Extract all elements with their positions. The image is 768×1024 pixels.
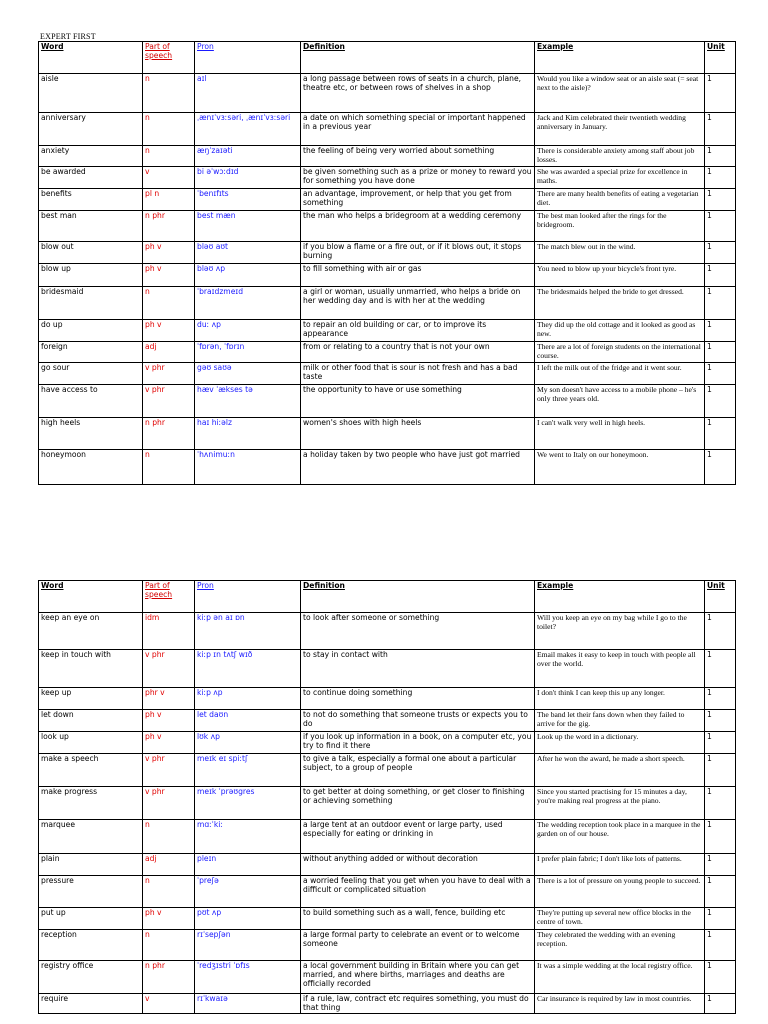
cell-word: make progress xyxy=(39,787,143,820)
cell-pron: kiːp ən aɪ ɒn xyxy=(195,613,301,650)
cell-definition: to build something such as a wall, fence, building etc xyxy=(301,908,535,930)
cell-definition: a large tent at an outdoor event or large party, used especially for eating or drinking in xyxy=(301,820,535,854)
table-row xyxy=(39,820,736,854)
cell-word: anniversary xyxy=(39,113,143,146)
cell-word: foreign xyxy=(39,342,143,363)
cell-unit: 1 xyxy=(705,930,736,961)
cell-definition: if you look up information in a book, on a computer etc, you try to find it there xyxy=(301,732,535,754)
cell-word: keep in touch with xyxy=(39,650,143,688)
cell-word: anxiety xyxy=(39,146,143,167)
cell-definition: a holiday taken by two people who have just got married xyxy=(301,450,535,485)
cell-pron: rɪˈsepʃən xyxy=(195,930,301,961)
cell-pron: haɪ hiːəlz xyxy=(195,418,301,450)
cell-definition: if a rule, law, contract etc requires something, you must do that thing xyxy=(301,994,535,1014)
cell-pron: ˈfɒrən, ˈfɒrɪn xyxy=(195,342,301,363)
cell-pron: bləʊ ʌp xyxy=(195,264,301,287)
cell-part-of-speech: n phr xyxy=(143,961,195,994)
cell-example: Jack and Kim celebrated their twentieth wedding anniversary in January. xyxy=(535,113,705,146)
column-header-pron: Pron xyxy=(195,42,301,74)
cell-example: They celebrated the wedding with an evening reception. xyxy=(535,930,705,961)
cell-word: put up xyxy=(39,908,143,930)
cell-unit: 1 xyxy=(705,688,736,710)
cell-unit: 1 xyxy=(705,732,736,754)
table-row xyxy=(39,385,736,418)
cell-unit: 1 xyxy=(705,264,736,287)
cell-unit: 1 xyxy=(705,211,736,242)
cell-part-of-speech: v phr xyxy=(143,363,195,385)
table-row xyxy=(39,876,736,908)
table-row xyxy=(39,961,736,994)
cell-unit: 1 xyxy=(705,385,736,418)
cell-pron: pleɪn xyxy=(195,854,301,876)
cell-word: make a speech xyxy=(39,754,143,787)
cell-word: plain xyxy=(39,854,143,876)
cell-part-of-speech: n xyxy=(143,146,195,167)
cell-pron: kiːp ɪn tʌtʃ wɪð xyxy=(195,650,301,688)
cell-example: It was a simple wedding at the local registry office. xyxy=(535,961,705,994)
cell-pron: ˈhʌnimuːn xyxy=(195,450,301,485)
cell-part-of-speech: adj xyxy=(143,342,195,363)
cell-part-of-speech: n xyxy=(143,287,195,320)
cell-part-of-speech: n xyxy=(143,74,195,113)
cell-word: blow out xyxy=(39,242,143,264)
cell-example: She was awarded a special prize for excellence in maths. xyxy=(535,167,705,189)
column-header-definition: Definition xyxy=(301,581,535,613)
cell-word: benefits xyxy=(39,189,143,211)
cell-part-of-speech: n phr xyxy=(143,211,195,242)
table-row xyxy=(39,363,736,385)
cell-word: be awarded xyxy=(39,167,143,189)
cell-pron: kiːp ʌp xyxy=(195,688,301,710)
cell-unit: 1 xyxy=(705,650,736,688)
cell-definition: to not do something that someone trusts or expects you to do xyxy=(301,710,535,732)
cell-pron: meɪk eɪ spiːtʃ xyxy=(195,754,301,787)
cell-definition: milk or other food that is sour is not fresh and has a bad taste xyxy=(301,363,535,385)
cell-pron: rɪˈkwaɪə xyxy=(195,994,301,1014)
cell-definition: without anything added or without decoration xyxy=(301,854,535,876)
column-header-example: Example xyxy=(535,581,705,613)
cell-unit: 1 xyxy=(705,820,736,854)
cell-example: There is a lot of pressure on young people to succeed. xyxy=(535,876,705,908)
cell-example: There is considerable anxiety among staff about job losses. xyxy=(535,146,705,167)
cell-pron: bləʊ aʊt xyxy=(195,242,301,264)
table-row xyxy=(39,74,736,113)
cell-example: We went to Italy on our honeymoon. xyxy=(535,450,705,485)
cell-definition: women's shoes with high heels xyxy=(301,418,535,450)
cell-word: marquee xyxy=(39,820,143,854)
cell-part-of-speech: v phr xyxy=(143,787,195,820)
cell-part-of-speech: ph v xyxy=(143,320,195,342)
vocabulary-table-1 xyxy=(38,41,736,485)
cell-definition: a local government building in Britain where you can get married, and where births, marriages and deaths are officially recorded xyxy=(301,961,535,994)
cell-pron: aɪl xyxy=(195,74,301,113)
cell-word: best man xyxy=(39,211,143,242)
cell-unit: 1 xyxy=(705,994,736,1014)
cell-pron: ˈredʒɪstri ˈɒfɪs xyxy=(195,961,301,994)
cell-word: let down xyxy=(39,710,143,732)
cell-example: The band let their fans down when they failed to arrive for the gig. xyxy=(535,710,705,732)
cell-unit: 1 xyxy=(705,854,736,876)
table-row xyxy=(39,650,736,688)
cell-word: go sour xyxy=(39,363,143,385)
table-row xyxy=(39,854,736,876)
cell-example: I don't think I can keep this up any longer. xyxy=(535,688,705,710)
cell-example: You need to blow up your bicycle's front tyre. xyxy=(535,264,705,287)
cell-definition: to give a talk, especially a formal one about a particular subject, to a group of people xyxy=(301,754,535,787)
cell-unit: 1 xyxy=(705,74,736,113)
cell-unit: 1 xyxy=(705,450,736,485)
cell-example: I can't walk very well in high heels. xyxy=(535,418,705,450)
cell-pron: ˌænɪˈvɜːsəri, ˌænɪˈvɜːsəri xyxy=(195,113,301,146)
cell-definition: the man who helps a bridegroom at a wedding ceremony xyxy=(301,211,535,242)
cell-unit: 1 xyxy=(705,418,736,450)
cell-unit: 1 xyxy=(705,908,736,930)
cell-unit: 1 xyxy=(705,113,736,146)
cell-part-of-speech: n xyxy=(143,930,195,961)
cell-example: Will you keep an eye on my bag while I go to the toilet? xyxy=(535,613,705,650)
cell-unit: 1 xyxy=(705,363,736,385)
table-header-row xyxy=(39,42,736,74)
cell-example: Email makes it easy to keep in touch with people all over the world. xyxy=(535,650,705,688)
cell-word: blow up xyxy=(39,264,143,287)
cell-part-of-speech: pl n xyxy=(143,189,195,211)
cell-definition: a date on which something special or important happened in a previous year xyxy=(301,113,535,146)
cell-pron: bi əˈwɔːdɪd xyxy=(195,167,301,189)
cell-part-of-speech: v phr xyxy=(143,754,195,787)
table-row xyxy=(39,613,736,650)
cell-definition: an advantage, improvement, or help that you get from something xyxy=(301,189,535,211)
table-row xyxy=(39,264,736,287)
cell-part-of-speech: ph v xyxy=(143,264,195,287)
cell-definition: to fill something with air or gas xyxy=(301,264,535,287)
table-row xyxy=(39,242,736,264)
column-header-example: Example xyxy=(535,42,705,74)
cell-pron: ˈbenɪfɪts xyxy=(195,189,301,211)
cell-example: Car insurance is required by law in most countries. xyxy=(535,994,705,1014)
cell-example: The best man looked after the rings for the bridegroom. xyxy=(535,211,705,242)
cell-word: require xyxy=(39,994,143,1014)
table-row xyxy=(39,908,736,930)
cell-example: Look up the word in a dictionary. xyxy=(535,732,705,754)
cell-part-of-speech: v xyxy=(143,994,195,1014)
cell-part-of-speech: v xyxy=(143,167,195,189)
cell-example: After he won the award, he made a short speech. xyxy=(535,754,705,787)
cell-word: registry office xyxy=(39,961,143,994)
column-header-pron: Pron xyxy=(195,581,301,613)
cell-word: reception xyxy=(39,930,143,961)
cell-definition: to get better at doing something, or get closer to finishing or achieving something xyxy=(301,787,535,820)
cell-pron: ˈbraɪdzmeɪd xyxy=(195,287,301,320)
column-header-word: Word xyxy=(39,42,143,74)
table-row xyxy=(39,418,736,450)
cell-part-of-speech: n phr xyxy=(143,418,195,450)
table-row xyxy=(39,320,736,342)
cell-word: have access to xyxy=(39,385,143,418)
column-header-part-of-speech: Part of speech xyxy=(143,581,195,613)
cell-definition: a large formal party to celebrate an event or to welcome someone xyxy=(301,930,535,961)
cell-definition: from or relating to a country that is not your own xyxy=(301,342,535,363)
cell-word: keep an eye on xyxy=(39,613,143,650)
cell-word: high heels xyxy=(39,418,143,450)
cell-part-of-speech: v phr xyxy=(143,650,195,688)
column-header-unit: Unit xyxy=(705,42,736,74)
cell-unit: 1 xyxy=(705,961,736,994)
cell-part-of-speech: n xyxy=(143,876,195,908)
table-header-row xyxy=(39,581,736,613)
cell-unit: 1 xyxy=(705,320,736,342)
cell-word: look up xyxy=(39,732,143,754)
cell-definition: if you blow a flame or a fire out, or if it blows out, it stops burning xyxy=(301,242,535,264)
cell-example: There are many health benefits of eating a vegetarian diet. xyxy=(535,189,705,211)
table-row xyxy=(39,189,736,211)
cell-definition: to continue doing something xyxy=(301,688,535,710)
cell-unit: 1 xyxy=(705,876,736,908)
cell-definition: a worried feeling that you get when you have to deal with a difficult or complicated situation xyxy=(301,876,535,908)
cell-pron: gəʊ saʊə xyxy=(195,363,301,385)
cell-definition: to repair an old building or car, or to improve its appearance xyxy=(301,320,535,342)
column-header-definition: Definition xyxy=(301,42,535,74)
cell-part-of-speech: idm xyxy=(143,613,195,650)
cell-example: Would you like a window seat or an aisle seat (= seat next to the aisle)? xyxy=(535,74,705,113)
cell-definition: a long passage between rows of seats in a church, plane, theatre etc, or between rows of shelves in a shop xyxy=(301,74,535,113)
table-row xyxy=(39,342,736,363)
cell-example: They did up the old cottage and it looked as good as new. xyxy=(535,320,705,342)
cell-unit: 1 xyxy=(705,242,736,264)
column-header-word: Word xyxy=(39,581,143,613)
cell-part-of-speech: ph v xyxy=(143,710,195,732)
cell-pron: mɑːˈkiː xyxy=(195,820,301,854)
cell-example: I prefer plain fabric; I don't like lots of patterns. xyxy=(535,854,705,876)
cell-example: The wedding reception took place in a marquee in the garden on of our house. xyxy=(535,820,705,854)
cell-pron: hæv ˈækses tə xyxy=(195,385,301,418)
cell-unit: 1 xyxy=(705,710,736,732)
cell-part-of-speech: phr v xyxy=(143,688,195,710)
cell-word: do up xyxy=(39,320,143,342)
cell-part-of-speech: v phr xyxy=(143,385,195,418)
cell-example: There are a lot of foreign students on the international course. xyxy=(535,342,705,363)
table-row xyxy=(39,710,736,732)
cell-part-of-speech: n xyxy=(143,113,195,146)
cell-unit: 1 xyxy=(705,613,736,650)
vocabulary-table-2 xyxy=(38,580,736,1014)
cell-definition: to stay in contact with xyxy=(301,650,535,688)
cell-example: The bridesmaids helped the bride to get dressed. xyxy=(535,287,705,320)
cell-example: My son doesn't have access to a mobile phone – he's only three years old. xyxy=(535,385,705,418)
cell-pron: meɪk ˈprəʊgres xyxy=(195,787,301,820)
cell-word: aisle xyxy=(39,74,143,113)
cell-example: They're putting up several new office blocks in the centre of town. xyxy=(535,908,705,930)
cell-unit: 1 xyxy=(705,287,736,320)
cell-unit: 1 xyxy=(705,167,736,189)
cell-definition: a girl or woman, usually unmarried, who helps a bride on her wedding day and is with her at the wedding xyxy=(301,287,535,320)
table-row xyxy=(39,146,736,167)
table-row xyxy=(39,167,736,189)
cell-part-of-speech: ph v xyxy=(143,908,195,930)
cell-example: The match blew out in the wind. xyxy=(535,242,705,264)
cell-part-of-speech: n xyxy=(143,820,195,854)
document-header: EXPERT FIRST xyxy=(40,32,96,41)
cell-word: bridesmaid xyxy=(39,287,143,320)
table-row xyxy=(39,287,736,320)
table-row xyxy=(39,113,736,146)
column-header-unit: Unit xyxy=(705,581,736,613)
cell-definition: to look after someone or something xyxy=(301,613,535,650)
cell-pron: lʊk ʌp xyxy=(195,732,301,754)
cell-word: keep up xyxy=(39,688,143,710)
table-row xyxy=(39,211,736,242)
table-row xyxy=(39,688,736,710)
cell-part-of-speech: adj xyxy=(143,854,195,876)
cell-example: I left the milk out of the fridge and it went sour. xyxy=(535,363,705,385)
cell-unit: 1 xyxy=(705,342,736,363)
cell-unit: 1 xyxy=(705,189,736,211)
cell-pron: pʊt ʌp xyxy=(195,908,301,930)
cell-definition: the opportunity to have or use something xyxy=(301,385,535,418)
table-row xyxy=(39,994,736,1014)
table-row xyxy=(39,787,736,820)
table-row xyxy=(39,930,736,961)
cell-pron: æŋˈzaɪəti xyxy=(195,146,301,167)
table-row xyxy=(39,754,736,787)
cell-word: pressure xyxy=(39,876,143,908)
cell-pron: let daʊn xyxy=(195,710,301,732)
cell-definition: the feeling of being very worried about something xyxy=(301,146,535,167)
cell-unit: 1 xyxy=(705,754,736,787)
cell-part-of-speech: ph v xyxy=(143,732,195,754)
cell-definition: be given something such as a prize or money to reward you for something you have done xyxy=(301,167,535,189)
cell-unit: 1 xyxy=(705,146,736,167)
cell-example: Since you started practising for 15 minutes a day, you're making real progress at the piano. xyxy=(535,787,705,820)
cell-unit: 1 xyxy=(705,787,736,820)
cell-pron: duː ʌp xyxy=(195,320,301,342)
table-row xyxy=(39,450,736,485)
cell-part-of-speech: n xyxy=(143,450,195,485)
cell-part-of-speech: ph v xyxy=(143,242,195,264)
cell-pron: ˈpreʃə xyxy=(195,876,301,908)
table-row xyxy=(39,732,736,754)
column-header-part-of-speech: Part of speech xyxy=(143,42,195,74)
cell-word: honeymoon xyxy=(39,450,143,485)
cell-pron: best mæn xyxy=(195,211,301,242)
